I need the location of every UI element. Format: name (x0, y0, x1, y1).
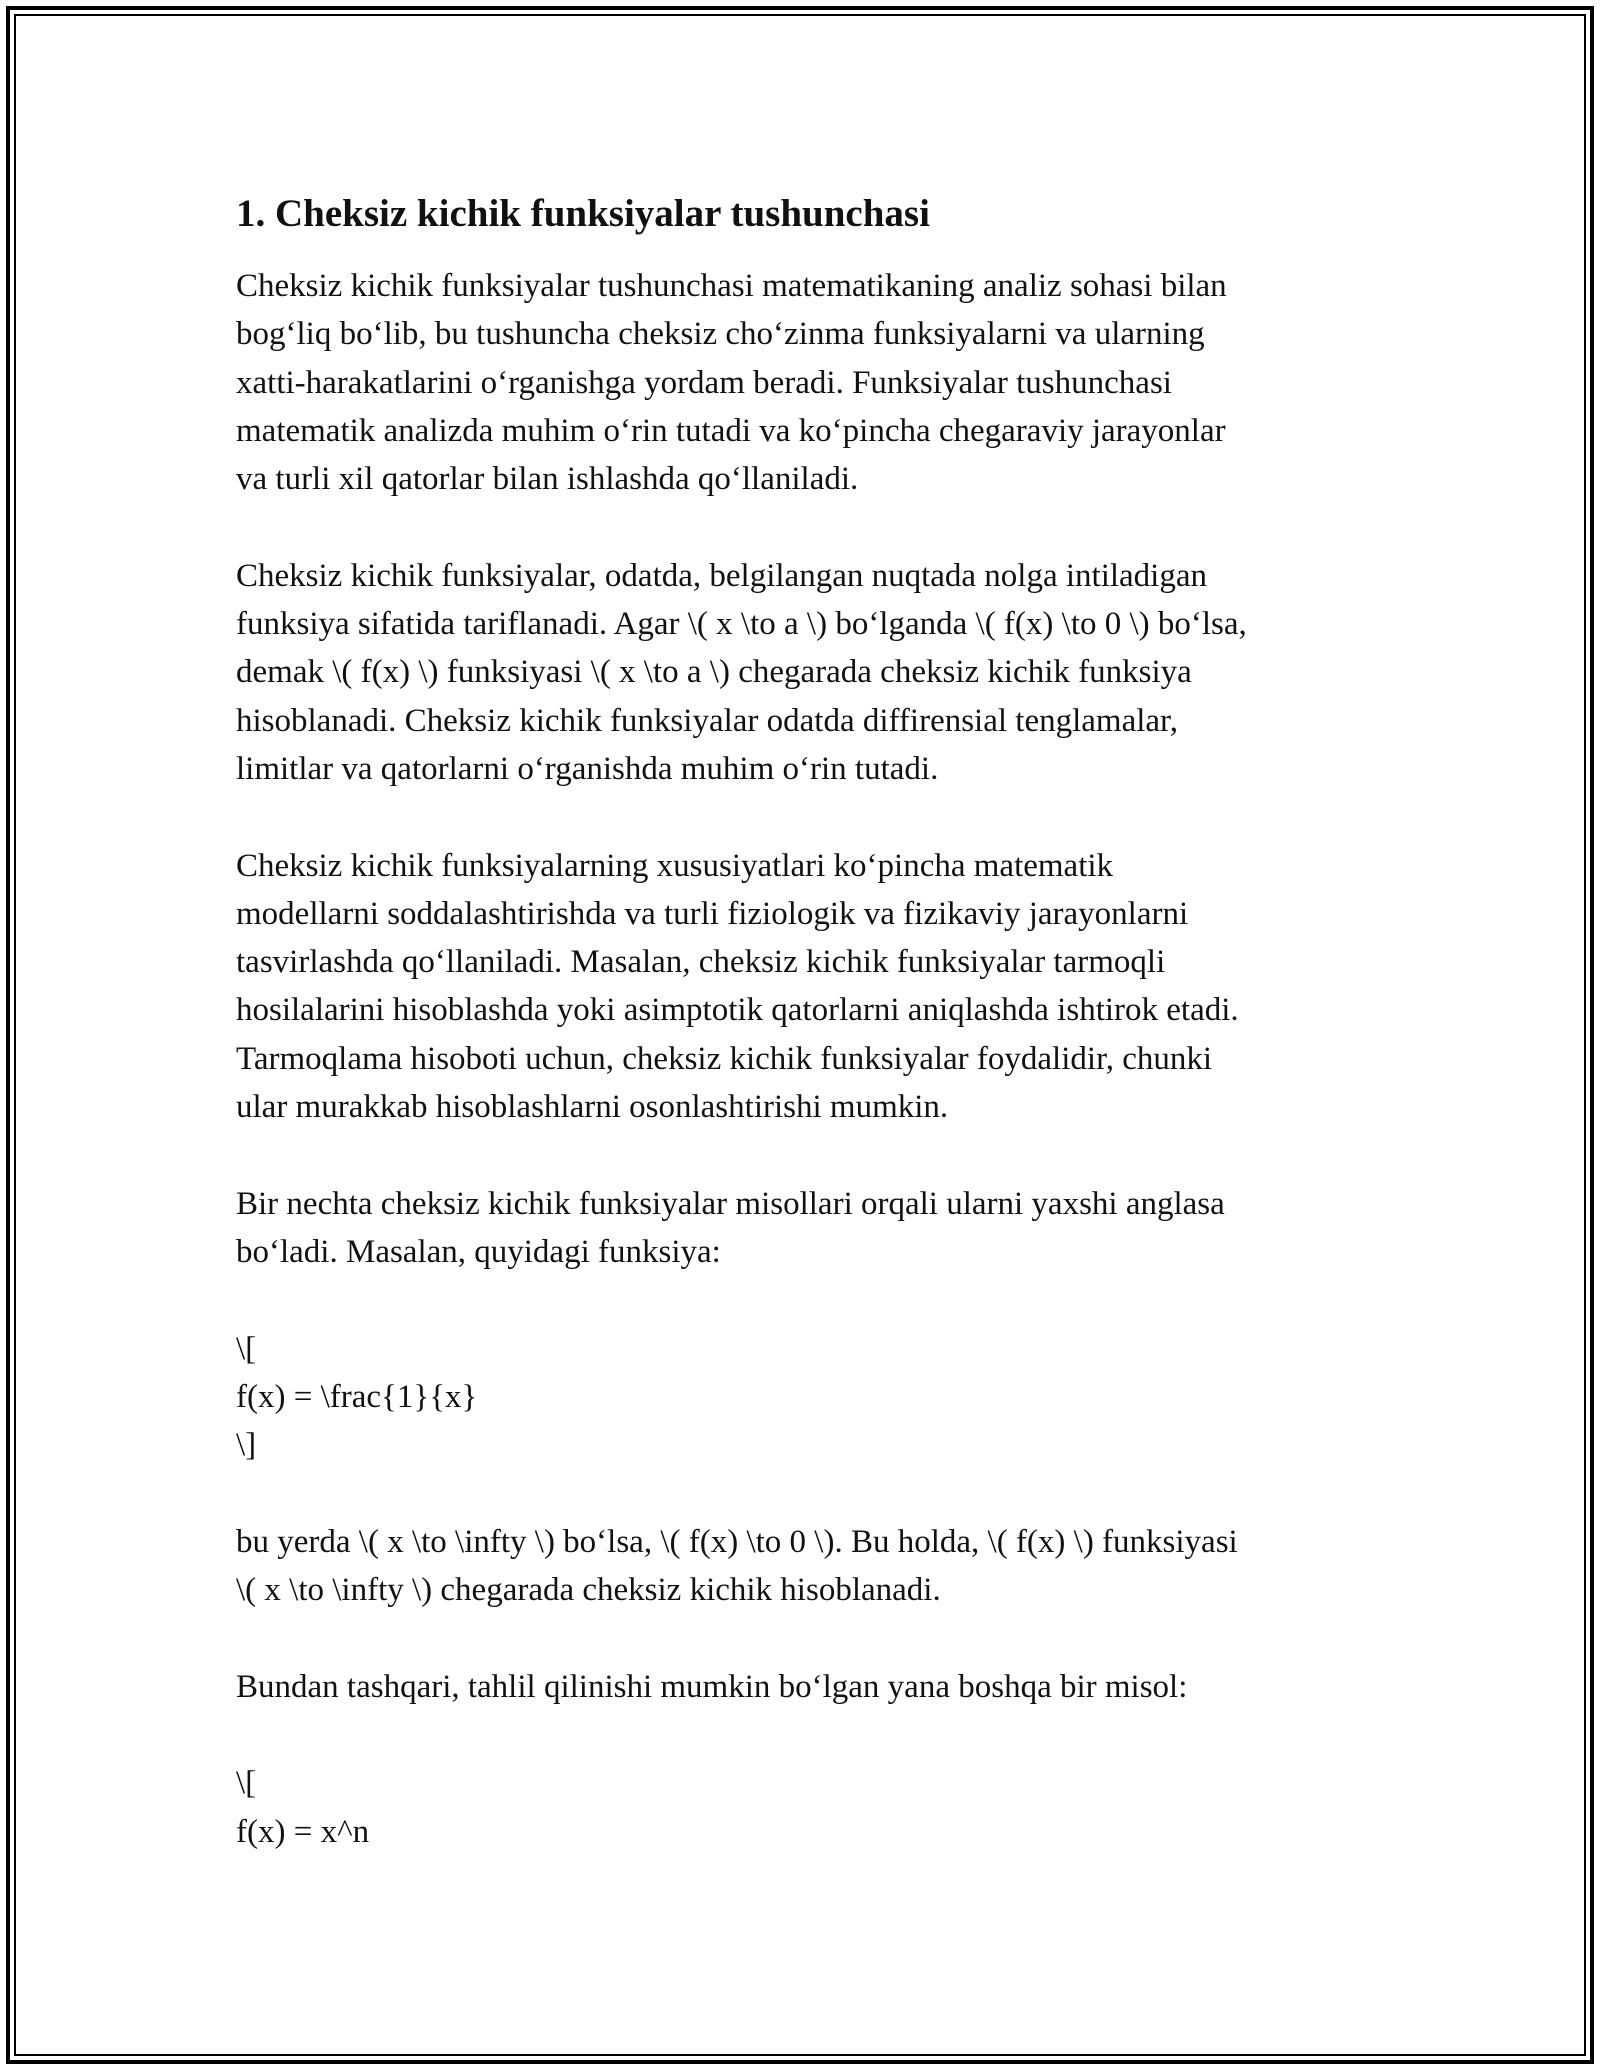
text-line: Cheksiz kichik funksiyalar tushunchasi matematikaning analiz sohasi bilan (236, 268, 1227, 304)
formula-block-1 (236, 1325, 1366, 1470)
text-line: funksiya sifatida tariflanadi. Agar \( x \to a \) bo‘lganda \( f(x) \to 0 \) bo‘lsa, (236, 606, 1247, 643)
text-line: va turli xil qatorlar bilan ishlashda qo‘llaniladi. (236, 461, 859, 498)
formula-line: f(x) = \frac{1}{x} (236, 1378, 478, 1415)
paragraph-intro (236, 262, 1366, 503)
formula-line: \[ (236, 1330, 257, 1367)
text-line: demak \( f(x) \) funksiyasi \( x \to a \) chegarada cheksiz kichik funksiya (236, 654, 1192, 691)
text-line: Cheksiz kichik funksiyalar, odatda, belgilangan nuqtada nolga intiladigan (236, 557, 1208, 594)
paragraph-definition (236, 552, 1366, 793)
text-line: matematik analizda muhim o‘rin tutadi va ko‘pincha chegaraviy jarayonlar (236, 412, 1226, 449)
text-line: hosilalarini hisoblashda yoki asimptotik qatorlarni aniqlashda ishtirok etadi. (236, 992, 1239, 1029)
text-line: Tarmoqlama hisoboti uchun, cheksiz kichik funksiyalar foydalidir, chunki (236, 1040, 1213, 1077)
text-line: hisoblanadi. Cheksiz kichik funksiyalar odatda diffirensial tenglamalar, (236, 702, 1178, 739)
section-heading: 1. Cheksiz kichik funksiyalar tushunchasi (236, 192, 930, 235)
text-line: Cheksiz kichik funksiyalarning xususiyatlari ko‘pincha matematik (236, 847, 1114, 884)
formula-block-2 (236, 1759, 1366, 1856)
document-body (236, 188, 1366, 1856)
text-line: \( x \to \infty \) chegarada cheksiz kichik hisoblanadi. (236, 1572, 941, 1609)
text-line: bog‘liq bo‘lib, bu tushuncha cheksiz cho‘zinma funksiyalarni va ularning (236, 316, 1205, 353)
text-line: xatti-harakatlarini o‘rganishga yordam beradi. Funksiyalar tushunchasi (236, 364, 1172, 401)
text-line: tasvirlashda qo‘llaniladi. Masalan, cheksiz kichik funksiyalar tarmoqli (236, 944, 1166, 981)
text-line: limitlar va qatorlarni o‘rganishda muhim o‘rin tutadi. (236, 750, 939, 787)
paragraph-properties (236, 842, 1366, 1132)
text-line: modellarni soddalashtirishda va turli fiziologik va fizikaviy jarayonlarni (236, 895, 1189, 932)
text-line: bu yerda \( x \to \infty \) bo‘lsa, \( f(x) \to 0 \). Bu holda, \( f(x) \) funksiyasi (236, 1523, 1238, 1560)
text-line: Bundan tashqari, tahlil qilinishi mumkin bo‘lgan yana boshqa bir misol: (236, 1668, 1188, 1705)
formula-line: \[ (236, 1765, 257, 1802)
formula-line: f(x) = x^n (236, 1813, 370, 1850)
paragraph-example-explanation (236, 1518, 1366, 1615)
paragraph-another-example (236, 1663, 1366, 1711)
text-line: Bir nechta cheksiz kichik funksiyalar misollari orqali ularni yaxshi anglasa (236, 1185, 1225, 1222)
formula-line: \] (236, 1427, 257, 1464)
text-line: ular murakkab hisoblashlarni osonlashtirishi mumkin. (236, 1089, 949, 1126)
paragraph-examples-intro (236, 1180, 1366, 1277)
text-line: bo‘ladi. Masalan, quyidagi funksiya: (236, 1233, 721, 1270)
